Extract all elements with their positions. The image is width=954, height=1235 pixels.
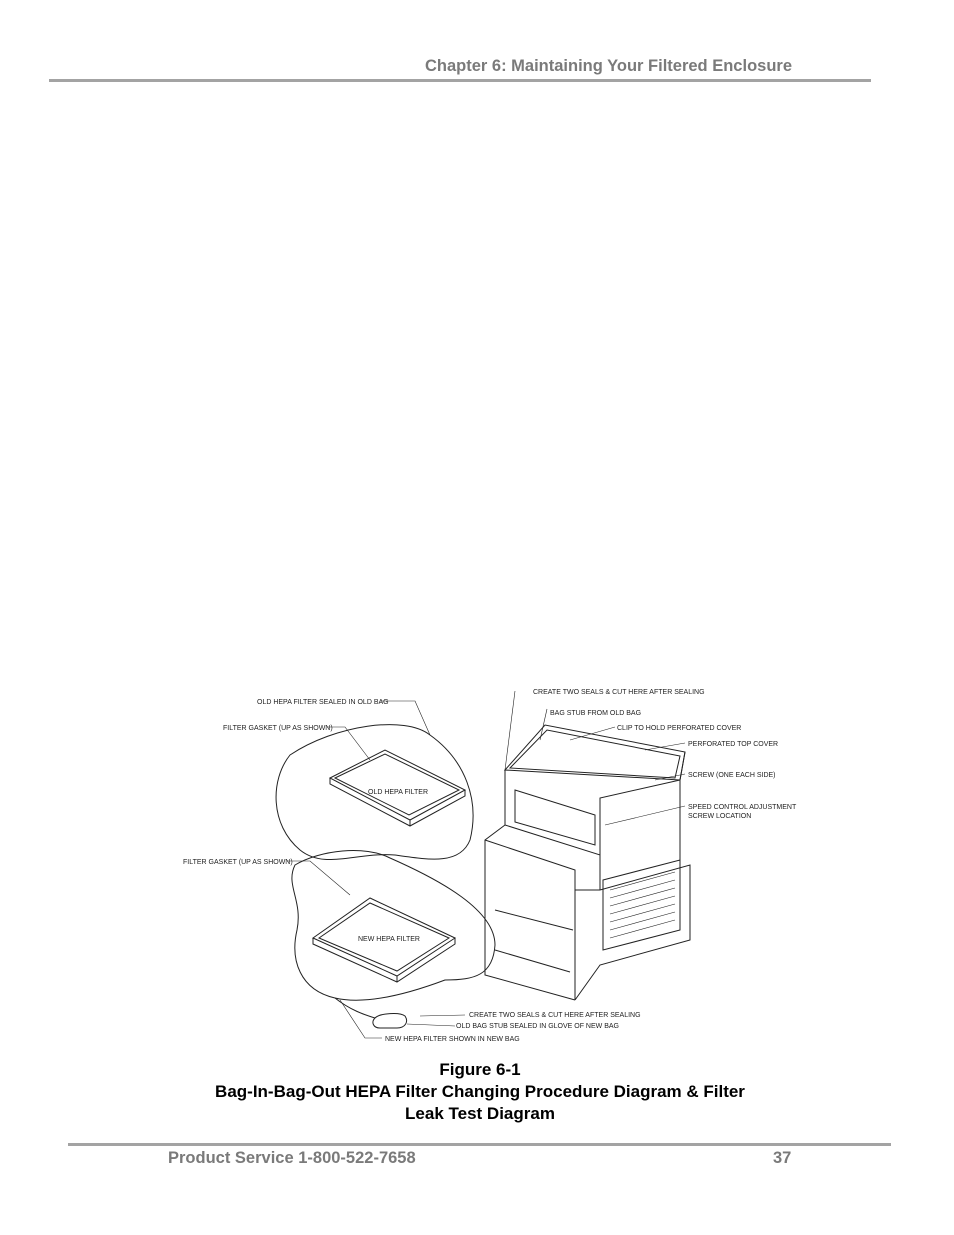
page-number: 37 [773, 1149, 792, 1167]
label-new-bag: NEW HEPA FILTER SHOWN IN NEW BAG [385, 1036, 520, 1043]
label-seals-top: CREATE TWO SEALS & CUT HERE AFTER SEALING [533, 689, 705, 696]
caption-line-2: Leak Test Diagram [405, 1104, 555, 1123]
side-perforation [610, 872, 675, 938]
glove-stub [373, 1014, 407, 1028]
figure-number: Figure 6-1 [439, 1060, 521, 1079]
caption-line-1: Bag-In-Bag-Out HEPA Filter Changing Procedure Diagram & Filter [215, 1082, 745, 1101]
label-old-bag: OLD HEPA FILTER SEALED IN OLD BAG [257, 699, 389, 706]
chapter-header: Chapter 6: Maintaining Your Filtered Enclosure [424, 57, 792, 75]
label-gasket-top: FILTER GASKET (UP AS SHOWN) [223, 725, 333, 732]
label-speed-2: SCREW LOCATION [688, 813, 752, 820]
product-service-phone: Product Service 1-800-522-7658 [168, 1149, 416, 1167]
label-screw: SCREW (ONE EACH SIDE) [688, 772, 776, 779]
bag-in-bag-out-diagram [175, 680, 800, 1055]
old-filter-shape [330, 750, 465, 826]
label-bag-stub: BAG STUB FROM OLD BAG [550, 710, 642, 717]
new-bag-outline [292, 851, 495, 1001]
label-speed-1: SPEED CONTROL ADJUSTMENT [688, 804, 797, 811]
enclosure-cabinet [485, 725, 690, 1000]
figure-caption [150, 1081, 810, 1125]
label-gasket-bottom: FILTER GASKET (UP AS SHOWN) [183, 859, 293, 866]
label-stub-glove: OLD BAG STUB SEALED IN GLOVE OF NEW BAG [456, 1023, 619, 1030]
leader-lines [287, 691, 685, 1038]
footer-divider [68, 1143, 891, 1146]
label-top-cover: PERFORATED TOP COVER [688, 741, 779, 748]
label-seals-bottom: CREATE TWO SEALS & CUT HERE AFTER SEALING [469, 1012, 641, 1019]
label-new-filter: NEW HEPA FILTER [358, 936, 420, 943]
label-old-filter: OLD HEPA FILTER [368, 789, 429, 796]
header-divider [49, 79, 871, 82]
label-clip: CLIP TO HOLD PERFORATED COVER [617, 725, 742, 732]
